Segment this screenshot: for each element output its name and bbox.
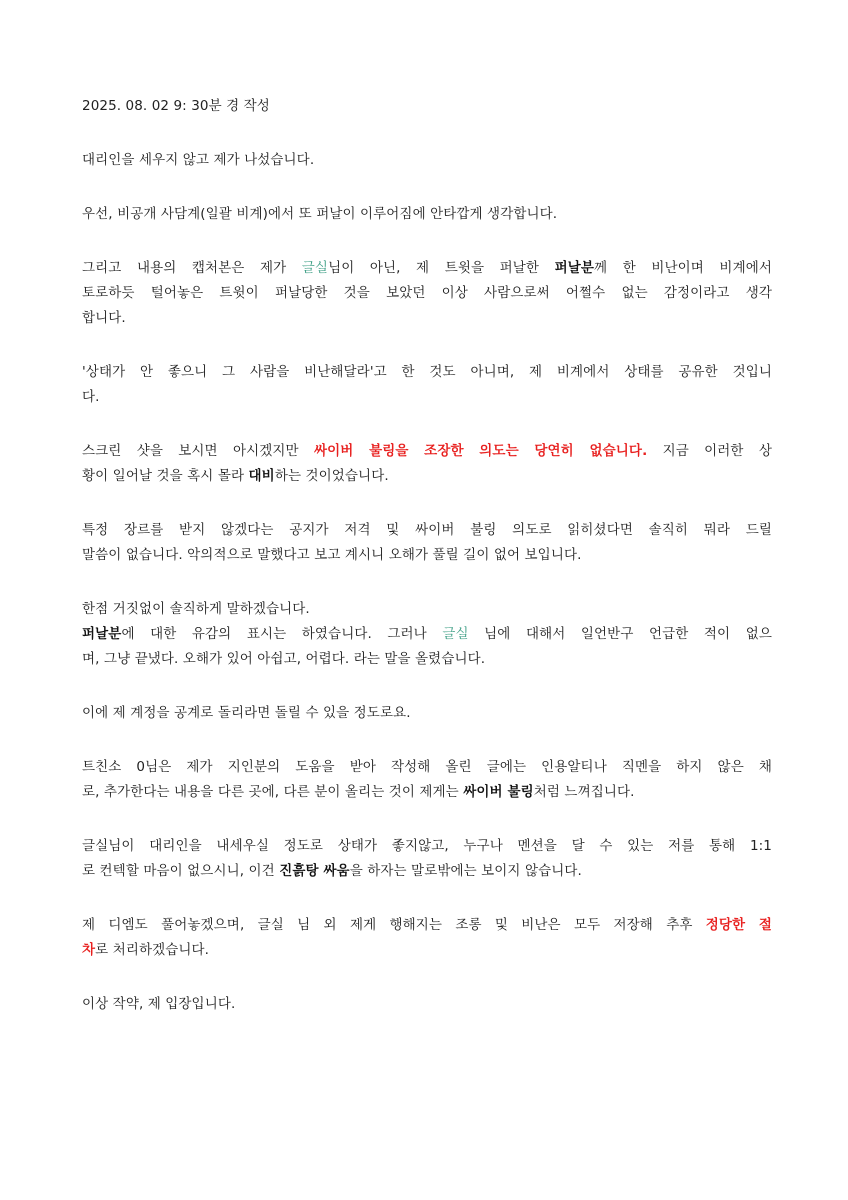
paragraph-4-line-2: 다. [82,389,100,405]
red-highlight: 정당한 절 [705,917,772,933]
document-page [82,94,772,1017]
bold-highlight: 대비 [248,468,275,484]
paragraph-8: 이에 제 계정을 공계로 돌리라면 돌릴 수 있을 정도로요. [82,705,411,721]
paragraph-9-line-2 [82,780,772,805]
paragraph-11-line-2 [82,938,772,963]
paragraph-11 [82,913,772,963]
text-span: 그리고 내용의 캡처본은 제가 [82,260,302,276]
paragraph-3-line-1 [82,256,772,281]
paragraph-7-line-2 [82,622,772,647]
text-span: 을 하자는 말로밖에는 보이지 않습니다. [349,863,582,879]
text-span: 로 컨텍할 마음이 없으시니, 이건 [82,863,280,879]
text-span: 께 한 비난이며 비계에서 [594,260,772,276]
paragraph-3-line-2: 토로하듯 털어놓은 트윗이 퍼날당한 것을 보았던 이상 사람으로써 어쩔수 없는 감정이라고 생각 [82,285,772,301]
paragraph-6-line-1: 특정 장르를 받지 않겠다는 공지가 저격 및 싸이버 불링 의도로 읽히셨다면 솔직히 뭐라 드릴 [82,522,772,538]
paragraph-5-line-2 [82,464,772,489]
date-line: 2025. 08. 02 9: 30분 경 작성 [82,98,270,114]
paragraph-5 [82,439,772,489]
paragraph-10-line-2 [82,859,772,884]
paragraph-10 [82,834,772,884]
bold-highlight: 진흙탕 싸움 [279,863,350,879]
paragraph-7-line-1: 한점 거짓없이 솔직하게 말하겠습니다. [82,601,310,617]
name-highlight: 글실 [442,626,469,642]
paragraph-1: 대리인을 세우지 않고 제가 나섰습니다. [82,152,315,168]
text-span: 처럼 느껴집니다. [533,784,635,800]
paragraph-12: 이상 작약, 제 입장입니다. [82,996,236,1012]
paragraph-3-line-3: 합니다. [82,310,126,326]
paragraph-3 [82,256,772,331]
text-span: 지금 이러한 상 [647,443,772,459]
paragraph-9 [82,755,772,805]
paragraph-11-line-1 [82,913,772,938]
bold-highlight: 퍼날분 [554,260,595,276]
red-highlight: 차 [82,942,96,958]
paragraph-5-line-1 [82,439,772,464]
paragraph-7 [82,597,772,672]
paragraph-10-line-1: 글실님이 대리인을 내세우실 정도로 상태가 좋지않고, 누구나 멘션을 달 수 있는 저를 통해 1:1 [82,838,772,854]
text-span: 스크린 샷을 보시면 아시겠지만 [82,443,314,459]
red-highlight: 싸이버 불링을 조장한 의도는 당연히 없습니다. [313,443,648,459]
paragraph-4-line-1: '상태가 안 좋으니 그 사람을 비난해달라'고 한 것도 아니며, 제 비계에서 상태를 공유한 것입니 [82,364,772,380]
paragraph-9-line-1: 트친소 0님은 제가 지인분의 도움을 받아 작성해 올린 글에는 인용알티나 직멘을 하지 않은 채 [82,759,772,775]
bold-highlight: 싸이버 불링 [463,784,534,800]
text-span: 님이 아닌, 제 트윗을 퍼날한 [328,260,555,276]
paragraph-4 [82,360,772,410]
name-highlight: 글실 [301,260,329,276]
paragraph-2: 우선, 비공개 사담계(일괄 비계)에서 또 퍼날이 이루어짐에 안타깝게 생각합니다. [82,206,558,222]
text-span: 님에 대해서 일언반구 언급한 적이 없으 [468,626,773,642]
text-span: 로, 추가한다는 내용을 다른 곳에, 다른 분이 올리는 것이 제게는 [82,784,464,800]
text-span: 에 대한 유감의 표시는 하였습니다. 그러나 [121,626,443,642]
text-span: 로 처리하겠습니다. [95,942,210,958]
paragraph-6-line-2: 말씀이 없습니다. 악의적으로 말했다고 보고 계시니 오해가 풀릴 길이 없어 보입니다. [82,547,582,563]
paragraph-7-line-3: 며, 그냥 끝냈다. 오해가 있어 아쉽고, 어렵다. 라는 말을 올렸습니다. [82,651,486,667]
text-span: 황이 일어날 것을 혹시 몰라 [82,468,249,484]
text-span: 하는 것이었습니다. [274,468,389,484]
paragraph-6 [82,518,772,568]
text-span: 제 디엠도 풀어놓겠으며, 글실 님 외 제게 행해지는 조롱 및 비난은 모두 저장해 추후 [82,917,706,933]
bold-highlight: 퍼날분 [82,626,122,642]
